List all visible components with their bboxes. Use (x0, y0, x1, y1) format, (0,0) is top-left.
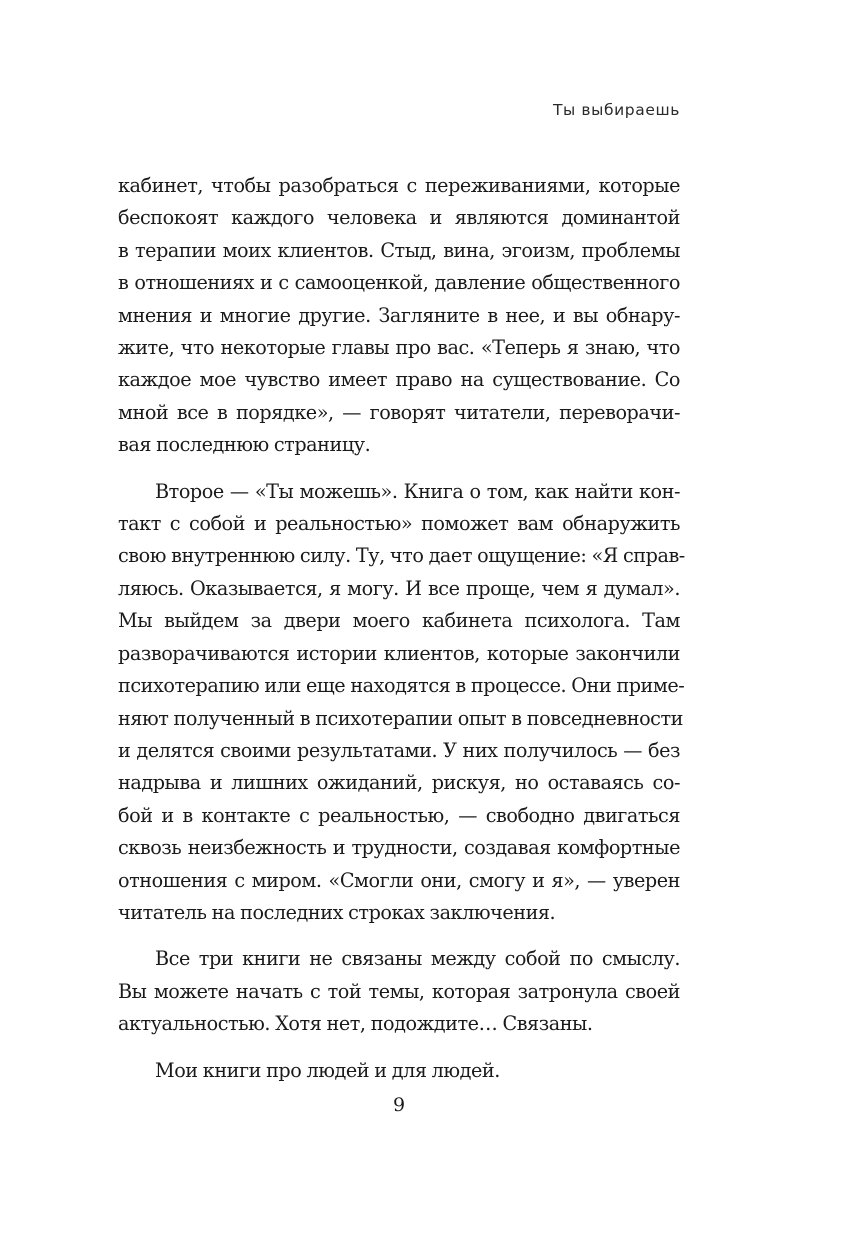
paragraph-2 (118, 476, 685, 930)
text-line: актуальностью. Хотя нет, подождите… Связаны. (118, 1012, 593, 1036)
text-line: каждое мое чувство имеет право на существование. Со (118, 368, 680, 392)
text-line: отношения с миром. «Смогли они, смогу и я», — уверен (118, 868, 680, 892)
text-line: Вы можете начать с той темы, которая затронула своей (118, 979, 680, 1003)
text-line: надрыва и лишних ожиданий, рискуя, но оставаясь со- (118, 771, 680, 795)
text-line: читатель на последних строках заключения. (118, 900, 556, 924)
text-line: мнения и многие другие. Загляните в нее, и вы обнару- (118, 303, 680, 327)
text-line: свою внутреннюю силу. Ту, что дает ощущение: «Я справ- (118, 544, 685, 568)
text-line: Мои книги про людей и для людей. (155, 1058, 500, 1082)
text-line: Второе — «Ты можешь». Книга о том, как найти кон- (155, 479, 680, 503)
text-line: психотерапию или еще находятся в процессе. Они приме- (118, 674, 685, 698)
text-line: вая последнюю страницу. (118, 433, 371, 457)
text-line: бой и в контакте с реальностью, — свободно двигаться (118, 803, 680, 827)
page-body (118, 170, 685, 1101)
paragraph-3 (118, 943, 680, 1040)
text-line: Мы выйдем за двери моего кабинета психолога. Там (118, 609, 680, 633)
paragraph-4 (118, 1055, 680, 1087)
text-line: в отношениях и с самооценкой, давление общественного (118, 271, 680, 295)
text-line: мной все в порядке», — говорят читатели, переворачи- (118, 400, 680, 424)
text-line: беспокоят каждого человека и являются доминантой (118, 206, 680, 230)
text-line: в терапии моих клиентов. Стыд, вина, эгоизм, проблемы (118, 238, 680, 262)
text-line: и делятся своими результатами. У них получилось — без (118, 738, 680, 762)
text-line: Все три книги не связаны между собой по смыслу. (155, 947, 680, 971)
text-line: разворачиваются истории клиентов, которые закончили (118, 641, 680, 665)
text-line: ляюсь. Оказывается, я могу. И все проще, чем я думал». (118, 576, 680, 600)
page-number: 9 (392, 1094, 406, 1116)
text-line: кабинет, чтобы разобраться с переживаниями, которые (118, 174, 680, 197)
text-line: жите, что некоторые главы про вас. «Теперь я знаю, что (118, 336, 680, 360)
text-line: такт с собой и реальностью» поможет вам обнаружить (118, 512, 680, 536)
text-line: няют полученный в психотерапии опыт в повседневности (118, 706, 683, 730)
running-header: Ты выбираешь (552, 101, 680, 119)
text-line: сквозь неизбежность и трудности, создавая комфортные (118, 836, 680, 860)
paragraph-1 (118, 170, 680, 462)
